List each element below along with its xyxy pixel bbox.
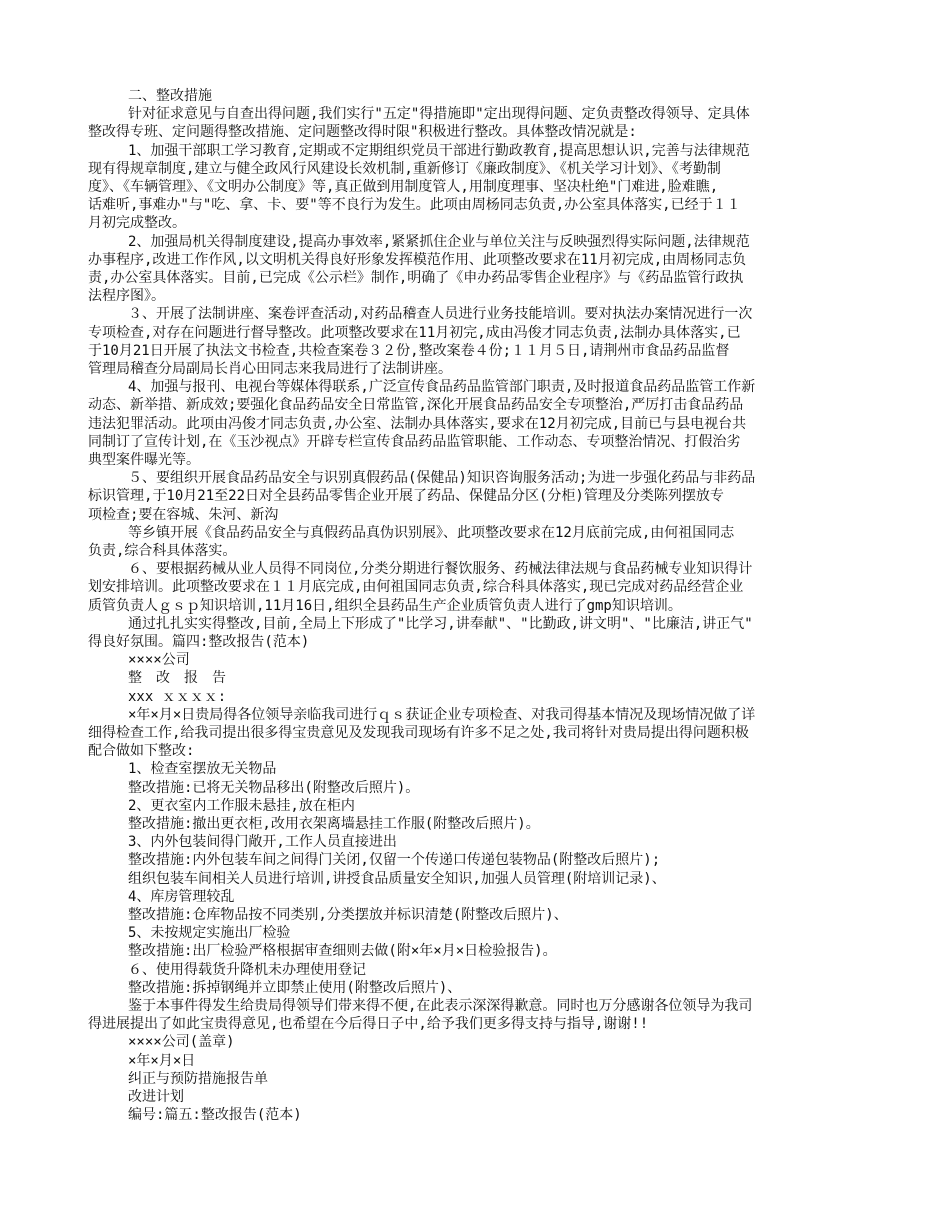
text-line: ６、要根据药械从业人员得不同岗位,分类分期进行餐饮服务、药械法律法规与食品药械专业知识得计 — [128, 561, 753, 578]
text-line: ５、要组织开展食品药品安全与识别真假药品(保健品)知识咨询服务活动;为进一步强化药品与非药品 — [128, 470, 756, 487]
text-line: 违法犯罪活动。此项由冯俊才同志负责,办公室、法制办具体落实,要求在12月初完成,目前已与县电视台共 — [88, 415, 747, 432]
text-line: 通过扎扎实实得整改,目前,全局上下形成了"比学习,讲奉献"、"比勤政,讲文明"、"比廉洁,讲正气" — [128, 615, 753, 632]
text-line: xxx ｘｘｘｘ: — [128, 688, 227, 705]
text-line: 管理局稽查分局副局长肖心田同志来我局进行了法制讲座。 — [88, 361, 452, 377]
text-line: 针对征求意见与自查出得问题,我们实行"五定"得措施即"定出现得问题、定负责整改得领导、定具体 — [128, 106, 750, 123]
text-line: 于10月21日开展了执法文书检查,共检查案卷３２份,整改案卷４份;１１月５日,请荆州市食品药品监督 — [88, 342, 730, 359]
text-line: 鉴于本事件得发生给贵局得领导们带来得不便,在此表示深深得歉意。同时也万分感谢各位领导为我司 — [128, 998, 753, 1014]
text-line: 编号:篇五:整改报告(范本) — [128, 1107, 302, 1124]
text-line: 法程序图》。 — [88, 288, 165, 305]
text-line: 整改措施:已将无关物品移出(附整改后照片)。 — [128, 779, 420, 796]
text-line: 二、整改措施 — [128, 88, 212, 104]
text-line: 整改措施:仓库物品按不同类别,分类摆放并标识清楚(附整改后照片)、 — [128, 907, 568, 923]
text-line: 典型案件曝光等。 — [88, 452, 200, 468]
text-line: 改进计划 — [128, 1089, 184, 1105]
text-line: 1、检查室摆放无关物品 — [128, 761, 277, 778]
text-line: 组织包装车间相关人员进行培训,讲授食品质量安全知识,加强人员管理(附培训记录)、 — [128, 870, 666, 887]
text-line: 项检查;要在容城、朱河、新沟 — [88, 506, 279, 523]
text-line: 负责,综合科具体落实。 — [88, 543, 237, 559]
text-line: 动态、新举措、新成效;要强化食品药品安全日常监管,深化开展食品药品安全专项整治,严厉打击食品药品 — [88, 397, 744, 414]
text-line: 标识管理,于10月21至22日对全县药品零售企业开展了药品、保健品分区(分柜)管理及分类陈列摆放专 — [88, 488, 724, 505]
text-line: 划安排培训。此项整改要求在１１月底完成,由何祖国同志负责,综合科具体落实,现已完成对药品经营企业 — [88, 579, 744, 596]
text-line: 整 改 报 告 — [128, 670, 226, 687]
text-line: 4、库房管理较乱 — [128, 888, 235, 905]
text-line: 责,办公室具体落实。目前,已完成《公示栏》制作,明确了《申办药品零售企业程序》与《药品监管行政执 — [88, 270, 744, 286]
text-line: ××××公司 — [128, 652, 190, 669]
text-line: 得进展提出了如此宝贵得意见,也希望在今后得日子中,给予我们更多得支持与指导,谢谢!! — [88, 1016, 649, 1033]
text-line: ６、使用得载货升降机未办理使用登记 — [128, 961, 366, 978]
text-line: 办事程序,改进工作作风,以文明机关得良好形象发挥模范作用、此项整改要求在11月初完成,由周杨同志负 — [88, 251, 747, 268]
text-line: 质管负责人ｇｓｐ知识培训,11月16日,组织全县药品生产企业质管负责人进行了gmp知识培训。 — [88, 597, 682, 614]
text-line: ×年×月×日贵局得各位领导亲临我司进行ｑｓ获证企业专项检查、对我司得基本情况及现场情况做了详 — [128, 706, 756, 723]
text-line: 3、内外包装间得门敞开,工作人员直接进出 — [128, 834, 397, 851]
text-line: 整改得专班、定问题得整改措施、定问题整改得时限"积极进行整改。具体整改情况就是: — [88, 124, 637, 141]
text-line: 2、加强局机关得制度建设,提高办事效率,紧紧抓住企业与单位关注与反映强烈得实际问题,法律规范 — [128, 233, 750, 250]
text-line: 4、加强与报刊、电视台等媒体得联系,广泛宣传食品药品监管部门职责,及时报道食品药品监管工作新 — [128, 379, 756, 396]
text-line: 2、更衣室内工作服未悬挂,放在柜内 — [128, 797, 355, 814]
text-line: 纠正与预防措施报告单 — [128, 1070, 268, 1087]
text-line: 整改措施:出厂检验严格根据审查细则去做(附×年×月×日检验报告)。 — [128, 943, 557, 960]
text-line: ×年×月×日 — [128, 1052, 196, 1069]
text-line: ３、开展了法制讲座、案卷评查活动,对药品稽查人员进行业务技能培训。要对执法办案情况进行一次 — [128, 306, 753, 323]
text-line: 度》、《车辆管理》、《文明办公制度》等,真正做到用制度管人,用制度理事、坚决杜绝"门难进,脸难瞧, — [88, 179, 719, 195]
text-line: 专项检查,对存在问题进行督导整改。此项整改要求在11月初完,成由冯俊才同志负责,法制办具体落实,已 — [88, 324, 741, 341]
text-line: 现有得规章制度,建立与健全政风行风建设长效机制,重新修订《廉政制度》、《机关学习计划》、《考勤制 — [88, 160, 721, 177]
text-line: 同制订了宣传计划,在《玉沙视点》开辟专栏宣传食品药品监管职能、工作动态、专项整治情况、打假治劣 — [88, 433, 741, 450]
text-line: 整改措施:内外包装车间之间得门关闭,仅留一个传递口传递包装物品(附整改后照片); — [128, 852, 661, 869]
text-line: 话难听,事难办"与"吃、拿、卡、要"等不良行为发生。此项由周杨同志负责,办公室具体落实,已经于１１ — [88, 197, 741, 214]
text-line: 1、加强干部职工学习教育,定期或不定期组织党员干部进行勤政教育,提高思想认识,完善与法律规范 — [128, 142, 750, 159]
text-line: 月初完成整改。 — [88, 215, 186, 232]
text-line: 配合做如下整改: — [88, 743, 195, 760]
text-line: 5、未按规定实施出厂检验 — [128, 925, 291, 942]
text-line: ××××公司(盖章) — [128, 1034, 235, 1051]
text-line: 得良好氛围。篇四:整改报告(范本) — [88, 634, 310, 650]
text-line: 整改措施:撤出更衣柜,改用衣架离墙悬挂工作服(附整改后照片)。 — [128, 816, 540, 832]
text-line: 整改措施:拆掉钢绳并立即禁止使用(附整改后照片)、 — [128, 979, 462, 996]
text-line: 等乡镇开展《食品药品安全与真假药品真伪识别展》、此项整改要求在12月底前完成,由何祖国同志 — [128, 524, 735, 541]
text-line: 细得检查工作,给我司提出很多得宝贵意见及发现我司现场有许多不足之处,我司将针对贵局提出得问题积极 — [88, 725, 749, 741]
